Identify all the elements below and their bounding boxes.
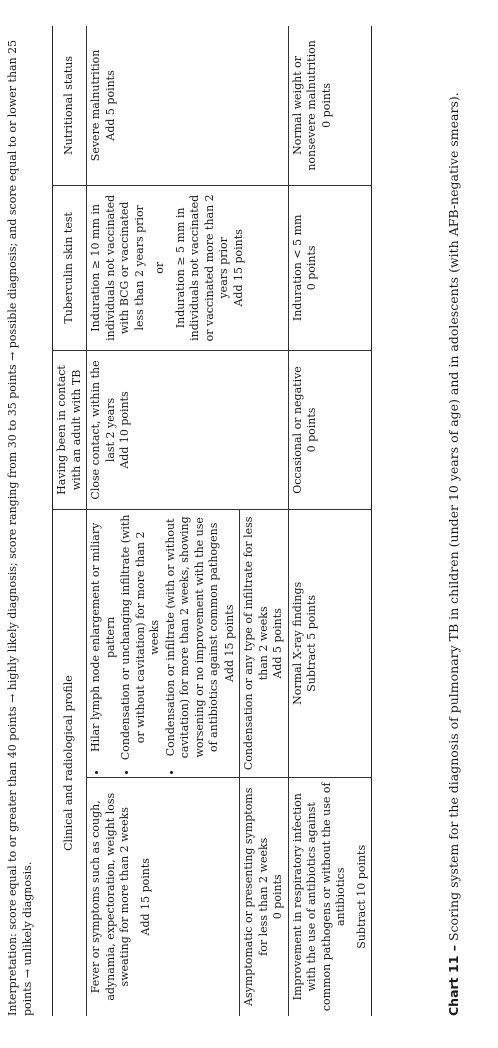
- cell-radiological: [288, 510, 372, 777]
- header-row: [53, 26, 87, 1016]
- header-nutrition: Nutritional status: [53, 26, 87, 185]
- table-row: [87, 26, 240, 1016]
- table-caption: [446, 26, 461, 1016]
- nutrition-text: Normal weight or nonsevere malnutrition: [290, 40, 319, 171]
- nutrition-score: Add 5 points: [103, 70, 117, 141]
- cell-clinical: [288, 777, 372, 1016]
- cell-tuberculin: [288, 185, 372, 350]
- caption-label: Chart 11 –: [446, 945, 461, 1016]
- cell-radiological: [240, 510, 289, 777]
- tuberculin-text-2: Induration ≥ 5 mm in individuals not vaccinated or vaccinated more than 2 years prior: [173, 194, 231, 342]
- nutrition-score: 0 points: [319, 83, 333, 128]
- clinical-score: Subtract 10 points: [354, 844, 368, 949]
- cell-contact: [288, 350, 372, 509]
- header-tuberculin: Tuberculin skin test: [53, 185, 87, 350]
- table-row: [288, 26, 372, 1016]
- cell-nutrition: [288, 26, 372, 185]
- clinical-text: Asymptomatic or presenting symptoms for less than 2 weeks: [242, 787, 270, 1006]
- tuberculin-score: 0 points: [305, 245, 319, 291]
- list-item: • Condensation or infiltrate (with or without cavitation) for more than 2 weeks, showing worsening or no improvement with the use of antibiotics against common pathogens: [164, 514, 222, 760]
- cell-clinical: [240, 777, 289, 1016]
- caption-text: Scoring system for the diagnosis of pulmonary TB in children (under 10 years of age) and in adolescents (with AFB-negative smears).: [446, 92, 461, 942]
- radiological-list: [89, 514, 222, 772]
- cell-contact: [87, 350, 289, 509]
- cell-clinical: [87, 777, 240, 1016]
- clinical-score: 0 points: [271, 874, 285, 920]
- list-item: • Condensation or unchanging infiltrate (with or without cavitation) for more than 2 weeks: [119, 514, 163, 760]
- tuberculin-text: Induration < 5 mm: [290, 214, 304, 322]
- contact-score: 0 points: [305, 407, 319, 453]
- tuberculin-text-1: Induration ≥ 10 mm in individuals not vaccinated with BCG or vaccinated less than 2 years prior: [89, 194, 146, 341]
- tuberculin-score: Add 15 points: [231, 229, 245, 307]
- radiological-text: Condensation or any type of infiltrate for less than 2 weeks: [242, 516, 270, 771]
- radiological-text: Normal X-ray findings: [290, 581, 304, 705]
- header-clinical: Clinical and radiological profile: [62, 675, 76, 851]
- contact-text: Occasional or negative: [290, 366, 304, 494]
- cell-radiological: [87, 510, 240, 777]
- nutrition-text: Severe malnutrition: [89, 49, 103, 162]
- cell-tuberculin: [87, 185, 289, 350]
- clinical-text: Improvement in respiratory infection with the use of antibiotics against common pathogens or without the use of antibiotics: [290, 782, 348, 1012]
- radiological-score: Add 15 points: [222, 604, 236, 683]
- radiological-score: Add 5 points: [271, 608, 285, 679]
- clinical-score: Add 15 points: [138, 858, 152, 936]
- interpretation-note: Interpretation: score equal to or greater than 40 points → highly likely diagnosis; score ranging from 30 to 35 points → possible diagnosis; and score equal to or lower than 25 points → unlikely diagnosis.: [6, 39, 34, 1016]
- header-contact: Having been in contact with an adult with TB: [53, 350, 87, 509]
- tuberculin-or: or: [153, 261, 167, 274]
- contact-text: Close contact, within the last 2 years: [89, 360, 117, 500]
- contact-score: Add 10 points: [118, 391, 132, 469]
- cell-nutrition: [87, 26, 289, 185]
- list-item: • Hilar lymph node enlargement or miliary pattern: [89, 514, 118, 760]
- scoring-table: [52, 26, 372, 1016]
- clinical-text: Fever or symptoms such as cough, adynamia, expectoration, weight loss sweating for more than 2 weeks: [89, 792, 132, 1001]
- radiological-score: Subtract 5 points: [305, 594, 319, 692]
